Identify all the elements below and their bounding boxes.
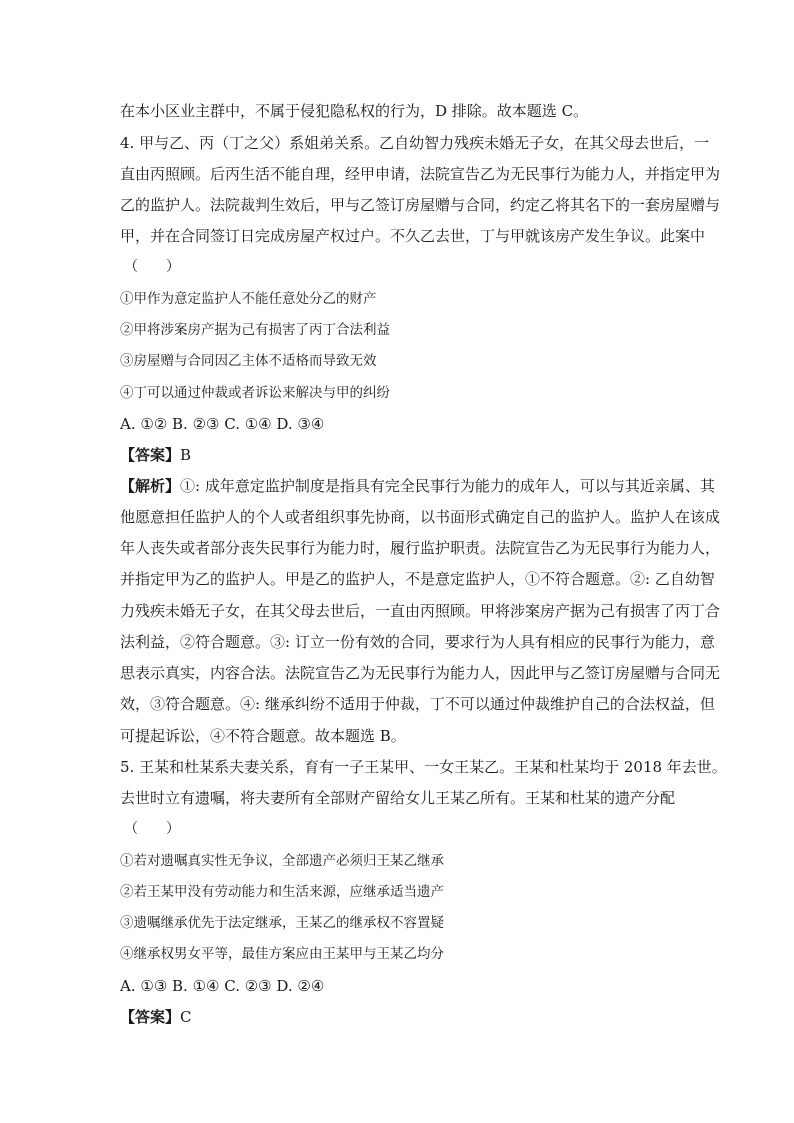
q5-answer bbox=[120, 1007, 680, 1027]
q4-answer bbox=[120, 445, 680, 465]
q4-choices: A. ①② B. ②③ C. ①④ D. ③④ bbox=[120, 415, 325, 433]
q5-stem-line: 去世时立有遗嘱，将夫妻所有全部财产留给女儿王某乙所有。王某和杜某的遗产分配 bbox=[120, 789, 676, 807]
q4-analysis-line: 思表示真实，内容合法。法院宣告乙为无民事行为能力人，因此甲与乙签订房屋赠与合同无 bbox=[120, 664, 721, 682]
q4-analysis-line: 年人丧失或者部分丧失民事行为能力时，履行监护职责。法院宣告乙为无民事行为能力人， bbox=[120, 539, 721, 557]
q4-analysis-line bbox=[120, 476, 715, 496]
q4-analysis-line: 法利益，②符合题意。③: 订立一份有效的合同，要求行为人具有相应的民事行为能力，意 bbox=[120, 633, 715, 651]
q4-analysis-line: 并指定甲为乙的监护人。甲是乙的监护人，不是意定监护人，①不符合题意。②: 乙自幼智 bbox=[120, 570, 715, 588]
q4-analysis-line: 可提起诉讼，④不符合题意。故本题选 B。 bbox=[120, 727, 406, 745]
q4-option: ④丁可以通过仲裁或者诉讼来解决与甲的纠纷 bbox=[120, 385, 390, 401]
q5-choices: A. ①③ B. ①④ C. ②③ D. ②④ bbox=[120, 977, 325, 995]
q4-stem-line: 直由丙照顾。后丙生活不能自理，经甲申请，法院宣告乙为无民事行为能力人，并指定甲为 bbox=[120, 165, 721, 183]
q5-option: ②若王某甲没有劳动能力和生活来源，应继承适当遗产 bbox=[120, 884, 444, 900]
answer-value: B bbox=[180, 446, 192, 464]
q5-option: ①若对遗嘱真实性无争议，全部遗产必须归王某乙继承 bbox=[120, 853, 444, 869]
q4-stem-line: 甲，并在合同签订日完成房屋产权过户。不久乙去世，丁与甲就该房产发生争议。此案中 bbox=[120, 227, 706, 245]
answer-label: 【答案】 bbox=[120, 1008, 181, 1026]
q4-analysis-line: 效，③符合题意。④: 继承纠纷不适用于仲裁，丁不可以通过仲裁维护自己的合法权益，但 bbox=[120, 695, 715, 713]
q4-stem-line: 4. 甲与乙、丙（丁之父）系姐弟关系。乙自幼智力残疾未婚无子女，在其父母去世后，一 bbox=[120, 134, 710, 152]
q4-option: ①甲作为意定监护人不能任意处分乙的财产 bbox=[120, 291, 377, 307]
q4-analysis-line: 他愿意担任监护人的个人或者组织事先协商，以书面形式确定自己的监护人。监护人在该成 bbox=[120, 508, 721, 526]
q4-analysis-line: 力残疾未婚无子女，在其父母去世后，一直由丙照顾。甲将涉案房产据为己有损害了丙丁合 bbox=[120, 602, 721, 620]
q5-stem-line: 5. 王某和杜某系夫妻关系，育有一子王某甲、一女王某乙。王某和杜某均于 2018 年去世。 bbox=[120, 758, 727, 776]
intro-line: 在本小区业主群中，不属于侵犯隐私权的行为，D 排除。故本题选 C。 bbox=[120, 102, 589, 120]
q4-answer-blank: （ ） bbox=[124, 259, 180, 275]
answer-label: 【答案】 bbox=[120, 446, 181, 464]
analysis-text: ①: 成年意定监护制度是指具有完全民事行为能力的成年人，可以与其近亲属、其 bbox=[180, 477, 715, 495]
q4-option: ②甲将涉案房产据为己有损害了丙丁合法利益 bbox=[120, 322, 390, 338]
q4-stem-line: 乙的监护人。法院裁判生效后，甲与乙签订房屋赠与合同，约定乙将其名下的一套房屋赠与 bbox=[120, 196, 721, 214]
q5-option: ④继承权男女平等，最佳方案应由王某甲与王某乙均分 bbox=[120, 946, 444, 962]
analysis-label: 【解析】 bbox=[120, 477, 181, 495]
q5-answer-blank: （ ） bbox=[124, 821, 180, 837]
q5-option: ③遗嘱继承优先于法定继承，王某乙的继承权不容置疑 bbox=[120, 915, 444, 931]
q4-option: ③房屋赠与合同因乙主体不适格而导致无效 bbox=[120, 353, 377, 369]
answer-value: C bbox=[180, 1008, 192, 1026]
